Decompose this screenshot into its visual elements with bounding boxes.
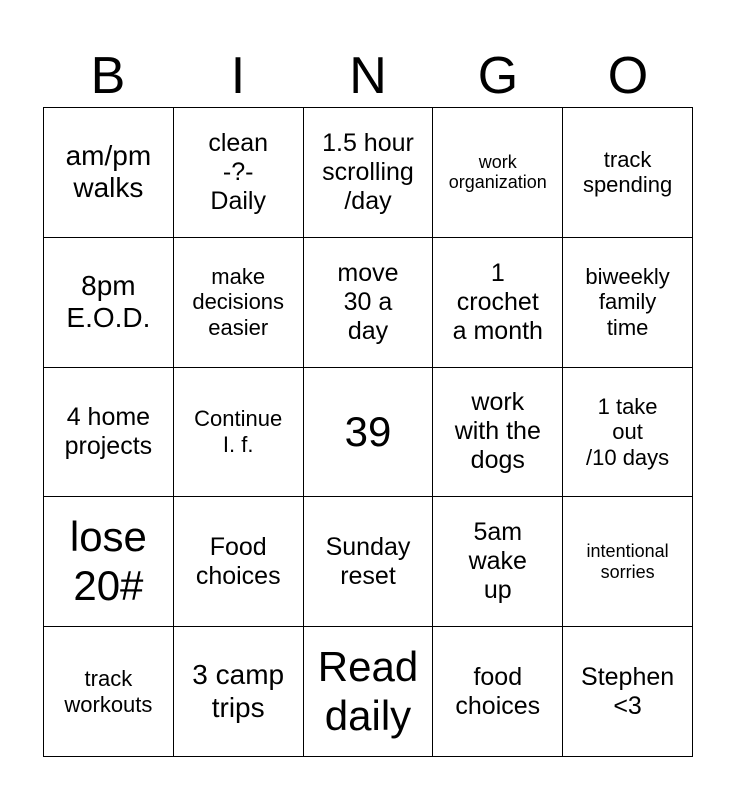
- cell-text: 5am wake up: [468, 518, 527, 605]
- bingo-cell: [44, 627, 174, 757]
- cell-text: 8pm E.O.D.: [66, 269, 151, 334]
- cell-text: 1 crochet a month: [452, 258, 543, 345]
- cell-text: move 30 a day: [337, 258, 399, 345]
- bingo-cell: [44, 238, 174, 368]
- cell-text: Read daily: [317, 642, 419, 739]
- bingo-cell: [174, 368, 304, 498]
- cell-text: food choices: [455, 662, 541, 720]
- cell-text: am/pm walks: [65, 139, 152, 204]
- cell-text: work organization: [448, 151, 547, 193]
- cell-text: Stephen <3: [581, 662, 675, 720]
- cell-text: 39: [344, 407, 392, 455]
- cell-text: Continue I. f.: [194, 406, 283, 457]
- bingo-cell: [563, 497, 693, 627]
- cell-text: track workouts: [64, 666, 153, 717]
- cell-text: lose 20#: [69, 513, 147, 609]
- bingo-board: [43, 107, 693, 757]
- bingo-cell: [44, 497, 174, 627]
- header-letter-o: O: [607, 47, 649, 105]
- bingo-cell: [433, 627, 563, 757]
- cell-text: Sunday reset: [325, 532, 411, 590]
- cell-text: make decisions easier: [192, 263, 285, 340]
- header-letter-g: G: [477, 47, 519, 105]
- bingo-cell: [304, 238, 434, 368]
- bingo-cell: [563, 238, 693, 368]
- bingo-free-cell: [304, 368, 434, 498]
- bingo-cell: [563, 108, 693, 238]
- bingo-cell: [433, 497, 563, 627]
- cell-text: 1.5 hour scrolling /day: [322, 128, 414, 215]
- cell-text: work with the dogs: [454, 388, 541, 475]
- bingo-cell: [174, 627, 304, 757]
- cell-text: biweekly family time: [585, 263, 670, 340]
- cell-text: 4 home projects: [64, 402, 153, 460]
- bingo-cell: [44, 108, 174, 238]
- header-letter-n: N: [349, 47, 387, 105]
- cell-text: 1 take out /10 days: [586, 393, 670, 470]
- bingo-cell: [304, 627, 434, 757]
- cell-text: 3 camp trips: [192, 659, 285, 723]
- header-letter-i: I: [230, 47, 246, 105]
- bingo-cell: [433, 108, 563, 238]
- bingo-cell: [433, 238, 563, 368]
- cell-text: Food choices: [195, 532, 281, 590]
- bingo-cell: [433, 368, 563, 498]
- cell-text: intentional sorries: [586, 540, 669, 582]
- bingo-cell: [174, 238, 304, 368]
- bingo-cell: [563, 368, 693, 498]
- header-letter-b: B: [90, 47, 126, 105]
- bingo-cell: [44, 368, 174, 498]
- cell-text: track spending: [582, 146, 673, 198]
- bingo-cell: [304, 497, 434, 627]
- bingo-cell: [304, 108, 434, 238]
- cell-text: clean -?- Daily: [208, 128, 269, 215]
- bingo-cell: [174, 497, 304, 627]
- bingo-cell: [174, 108, 304, 238]
- bingo-header: [43, 44, 693, 108]
- bingo-cell: [563, 627, 693, 757]
